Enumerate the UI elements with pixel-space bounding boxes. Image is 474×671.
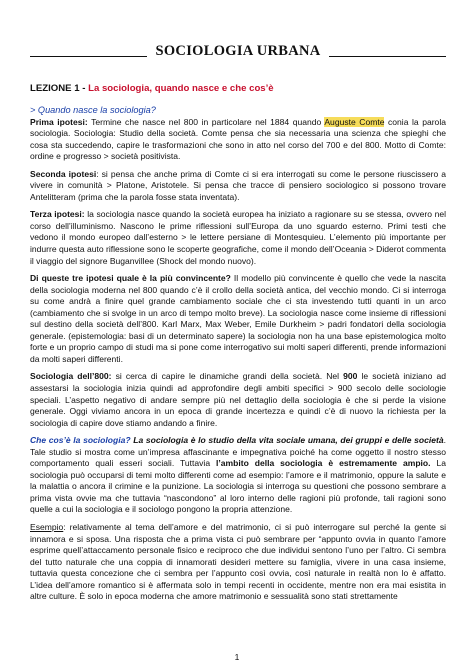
highlighted-name: Auguste Comte bbox=[324, 116, 385, 127]
lesson-title: La sociologia, quando nasce e che cos’è bbox=[88, 83, 274, 94]
question-what-heading: Che cos’è la sociologia? bbox=[30, 435, 131, 446]
paragraph-terza-ipotesi: Terza ipotesi: la sociologia nasce quando la società europea ha iniziato a ragionare su se stessa, ovvero nel corso dell’illuminismo. Nascono le prime riflessioni sull’Europa da uno sguardo esterno. Primi testi che vedono il mondo europeo dall’esterno > le lettere persiane di Montesquieu. L’elemento più importante per indurre questa auto riflessione sono le scoperte geografiche, come il mondo dell’Oceania > Diderot commenta il viaggio del signore Buganvillee (Shock del mondo nuovo). bbox=[30, 209, 446, 266]
title-row bbox=[30, 42, 446, 60]
paragraph-che-cose: Che cos’è la sociologia? La sociologia è lo studio della vita sociale umana, dei gruppi e delle società. Tale studio si mostra come un’impresa affascinante e impegnativa poiché ha come oggetto il nostro stesso comportamento quali esseri sociali. Tuttavia l’ambito della sociologia è estremamente ampio. La sociologia può occuparsi di temi molto differenti come ad esempio: l’amore e il matrimonio, oppure la salute e la malattia o ancora il crimine e la punizione. La sociologia si interroga su questioni che possono sembrare a prima vista ovvie ma che tuttavia “nascondono” al loro interno delle ragioni più profonde, tali ragioni sono quelle a cui la sociologia e il sociologo pongono la propria attenzione. bbox=[30, 435, 446, 515]
lesson-number: LEZIONE 1 bbox=[30, 83, 80, 94]
document-title: SOCIOLOGIA URBANA bbox=[155, 42, 321, 59]
title-rule-right bbox=[329, 56, 446, 57]
paragraph-ipotesi-convincente: Di queste tre ipotesi quale è la più convincente? Il modello più convincente è quello che vede la nascita della sociologia moderna nel 800 quando c’è il crollo della società antica, del vecchio mondo. Ci si interroga su come andrà a finire quel grande cambiamento sociale che ci sta investendo tutti quanti in un arco (cambiamento che si svolge in un arco di tempo molto breve). La sociologia nasce come insieme di riflessioni sul destino della società dell’800. Karl Marx, Max Weber, Emile Durkheim > padri fondatori della sociologia generale. (epistemologia: basi di un determinato sapere) la sociologia non ha una base epistemologica molto forte e un proprio campo di studi ma si pone come interrogativo sui molti saperi differenti, prende informazioni da molti saperi differenti. bbox=[30, 273, 446, 364]
paragraph-seconda-ipotesi: Seconda ipotesi: si pensa che anche prima di Comte ci si era interrogati su come le persone riuscissero a vivere in comunità > Platone, Aristotele. Si pensa che tracce di pensiero sociologico si possono trovare Antelitteram (prima che la parola fosse stata inventata). bbox=[30, 168, 447, 202]
lesson-heading: LEZIONE 1 - La sociologia, quando nasce e che cos’è bbox=[30, 83, 274, 94]
paragraph-esempio: Esempio: relativamente al tema dell’amore e del matrimonio, ci si può interrogare sul perché la gente si innamora e si sposa. Una risposta che a prima vista ci può sembrare per “appunto ovvia in quanto l’amore esprime quell’attaccamento personale fisico e reciproco che due individui sentono l’uno per l’altro. Ci sembra del tutto naturale che una coppia di innamorati desideri mettere su famiglia, vivere in una casa insieme, tuttavia questa concezione che ci sembra per l’appunto così ovvia, così naturale in realtà non lo è affatto. L’idea dell’amore romantico si è affermata solo in tempi recenti in occidente, mentre non era mai esistita in altre culture. È solo in epoca moderna che amore matrimonio e sessualità sono stati strettamente bbox=[30, 522, 446, 602]
paragraph-sociologia-800: Sociologia dell’800: si cerca di capire le dinamiche grandi della società. Nel 900 le società iniziano ad assestarsi la sociologia inizia quindi ad approfondire degli ambiti specifici > 900 secolo delle sociologie speciali. L’aspetto negativo di andare sempre più nel dettaglio della sociologia è che si perde la visione generale. Oggi viviamo ancora in un epoca di grande incertezza e quindi c’è di nuovo la richiesta per la sociologia di capire dove stiamo andando a finire. bbox=[30, 371, 446, 428]
document-body bbox=[30, 83, 446, 609]
paragraph-prima-ipotesi: Prima ipotesi: Termine che nasce nel 800 in particolare nel 1884 quando Auguste Comte conia la parola sociologia. Sociologia: Studio della società. Comte pensa che sia necessaria una scienza che spieghi che cosa sta succedendo, capire le trasformazioni che sono in atto nel corso del 700 e del 800. Motto di Comte: ordine e progresso > società positivista. bbox=[30, 116, 446, 162]
title-rule-left bbox=[30, 56, 147, 57]
page-number: 1 bbox=[234, 652, 240, 662]
question-when-heading: > Quando nasce la sociologia? bbox=[30, 105, 156, 115]
